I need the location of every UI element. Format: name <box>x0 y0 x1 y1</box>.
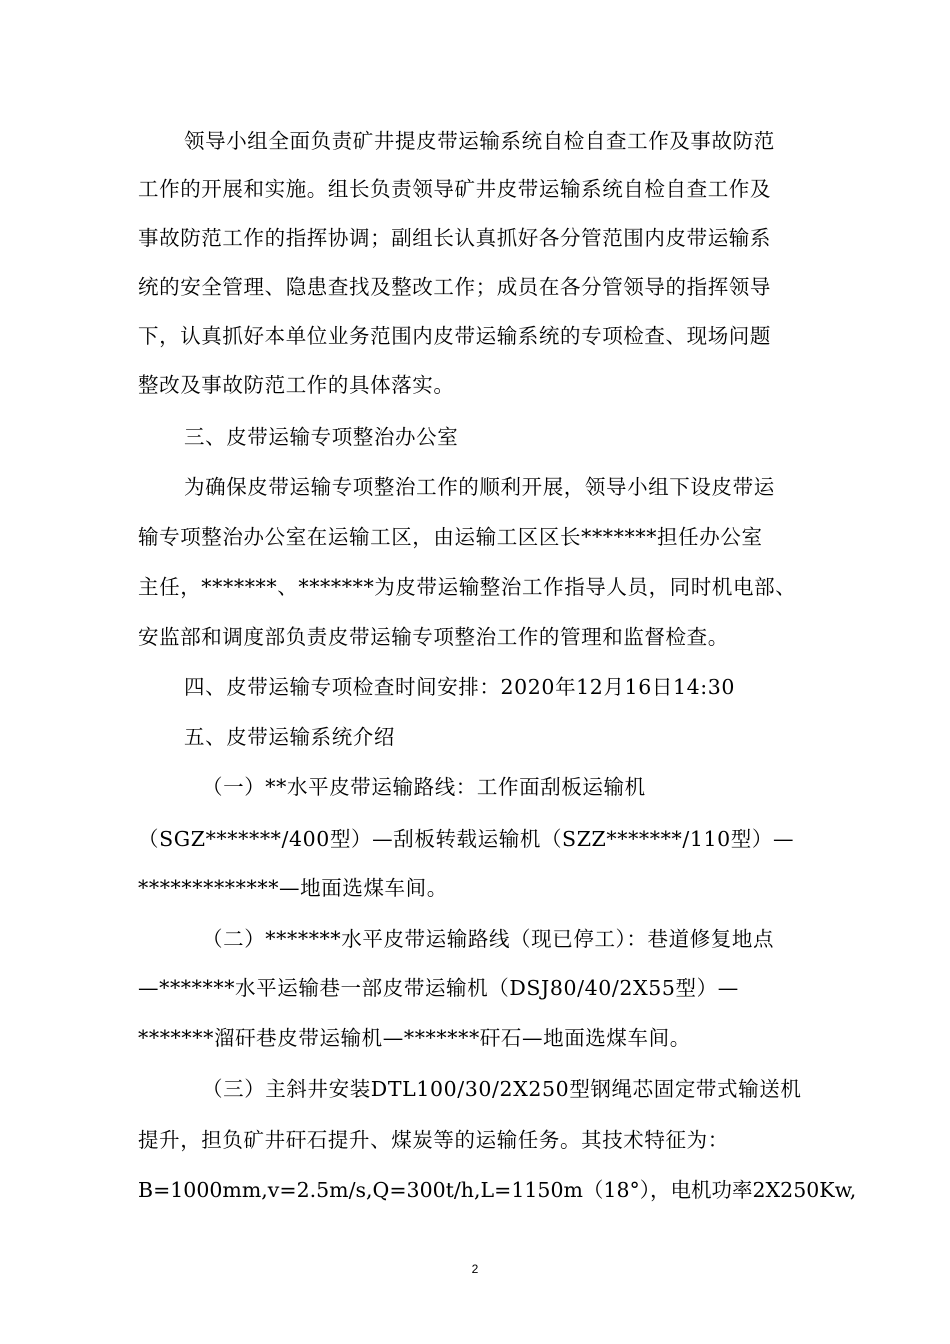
list-item-line: B=1000mm,v=2.5m/s,Q=300t/h,L=1150m（18°），电机功率2X250Kw, <box>138 1178 857 1202</box>
page-number: 2 <box>471 1262 479 1276</box>
paragraph-line: 事故防范工作的指挥协调；副组长认真抓好各分管范围内皮带运输系 <box>138 226 771 250</box>
paragraph-line: 整改及事故防范工作的具体落实。 <box>138 373 455 397</box>
paragraph-line: 主任，*******、*******为皮带运输整治工作指导人员，同时机电部、 <box>138 575 797 599</box>
section-heading: 四、皮带运输专项检查时间安排：2020年12月16日14:30 <box>184 675 736 699</box>
section-heading: 三、皮带运输专项整治办公室 <box>184 425 459 449</box>
paragraph-line: 下，认真抓好本单位业务范围内皮带运输系统的专项检查、现场问题 <box>138 324 771 348</box>
paragraph-line: 统的安全管理、隐患查找及整改工作；成员在各分管领导的指挥领导 <box>138 275 771 299</box>
list-item-line: （三）主斜井安装DTL100/30/2X250型钢绳芯固定带式输送机 <box>202 1077 802 1101</box>
paragraph-line: 输专项整治办公室在运输工区，由运输工区区长*******担任办公室 <box>138 525 763 549</box>
list-item-line: *************—地面选煤车间。 <box>138 876 448 900</box>
list-item-line: （一）**水平皮带运输路线：工作面刮板运输机 <box>202 775 646 799</box>
list-item-line: —*******水平运输巷一部皮带运输机（DSJ80/40/2X55型）— <box>138 976 739 1000</box>
list-item-line: *******溜矸巷皮带运输机—*******矸石—地面选煤车间。 <box>138 1026 691 1050</box>
list-item-line: （SGZ*******/400型）—刮板转载运输机（SZZ*******/110型）— <box>138 827 795 851</box>
list-item-line: 提升，担负矿井矸石提升、煤炭等的运输任务。其技术特征为： <box>138 1128 729 1152</box>
paragraph-line: 领导小组全面负责矿井提皮带运输系统自检自查工作及事故防范 <box>184 129 775 153</box>
section-heading: 五、皮带运输系统介绍 <box>184 725 395 749</box>
paragraph-line: 工作的开展和实施。组长负责领导矿井皮带运输系统自检自查工作及 <box>138 177 771 201</box>
list-item-line: （二）*******水平皮带运输路线（现已停工）：巷道修复地点 <box>202 927 775 951</box>
paragraph-line: 为确保皮带运输专项整治工作的顺利开展，领导小组下设皮带运 <box>184 475 775 499</box>
paragraph-line: 安监部和调度部负责皮带运输专项整治工作的管理和监督检查。 <box>138 625 729 649</box>
